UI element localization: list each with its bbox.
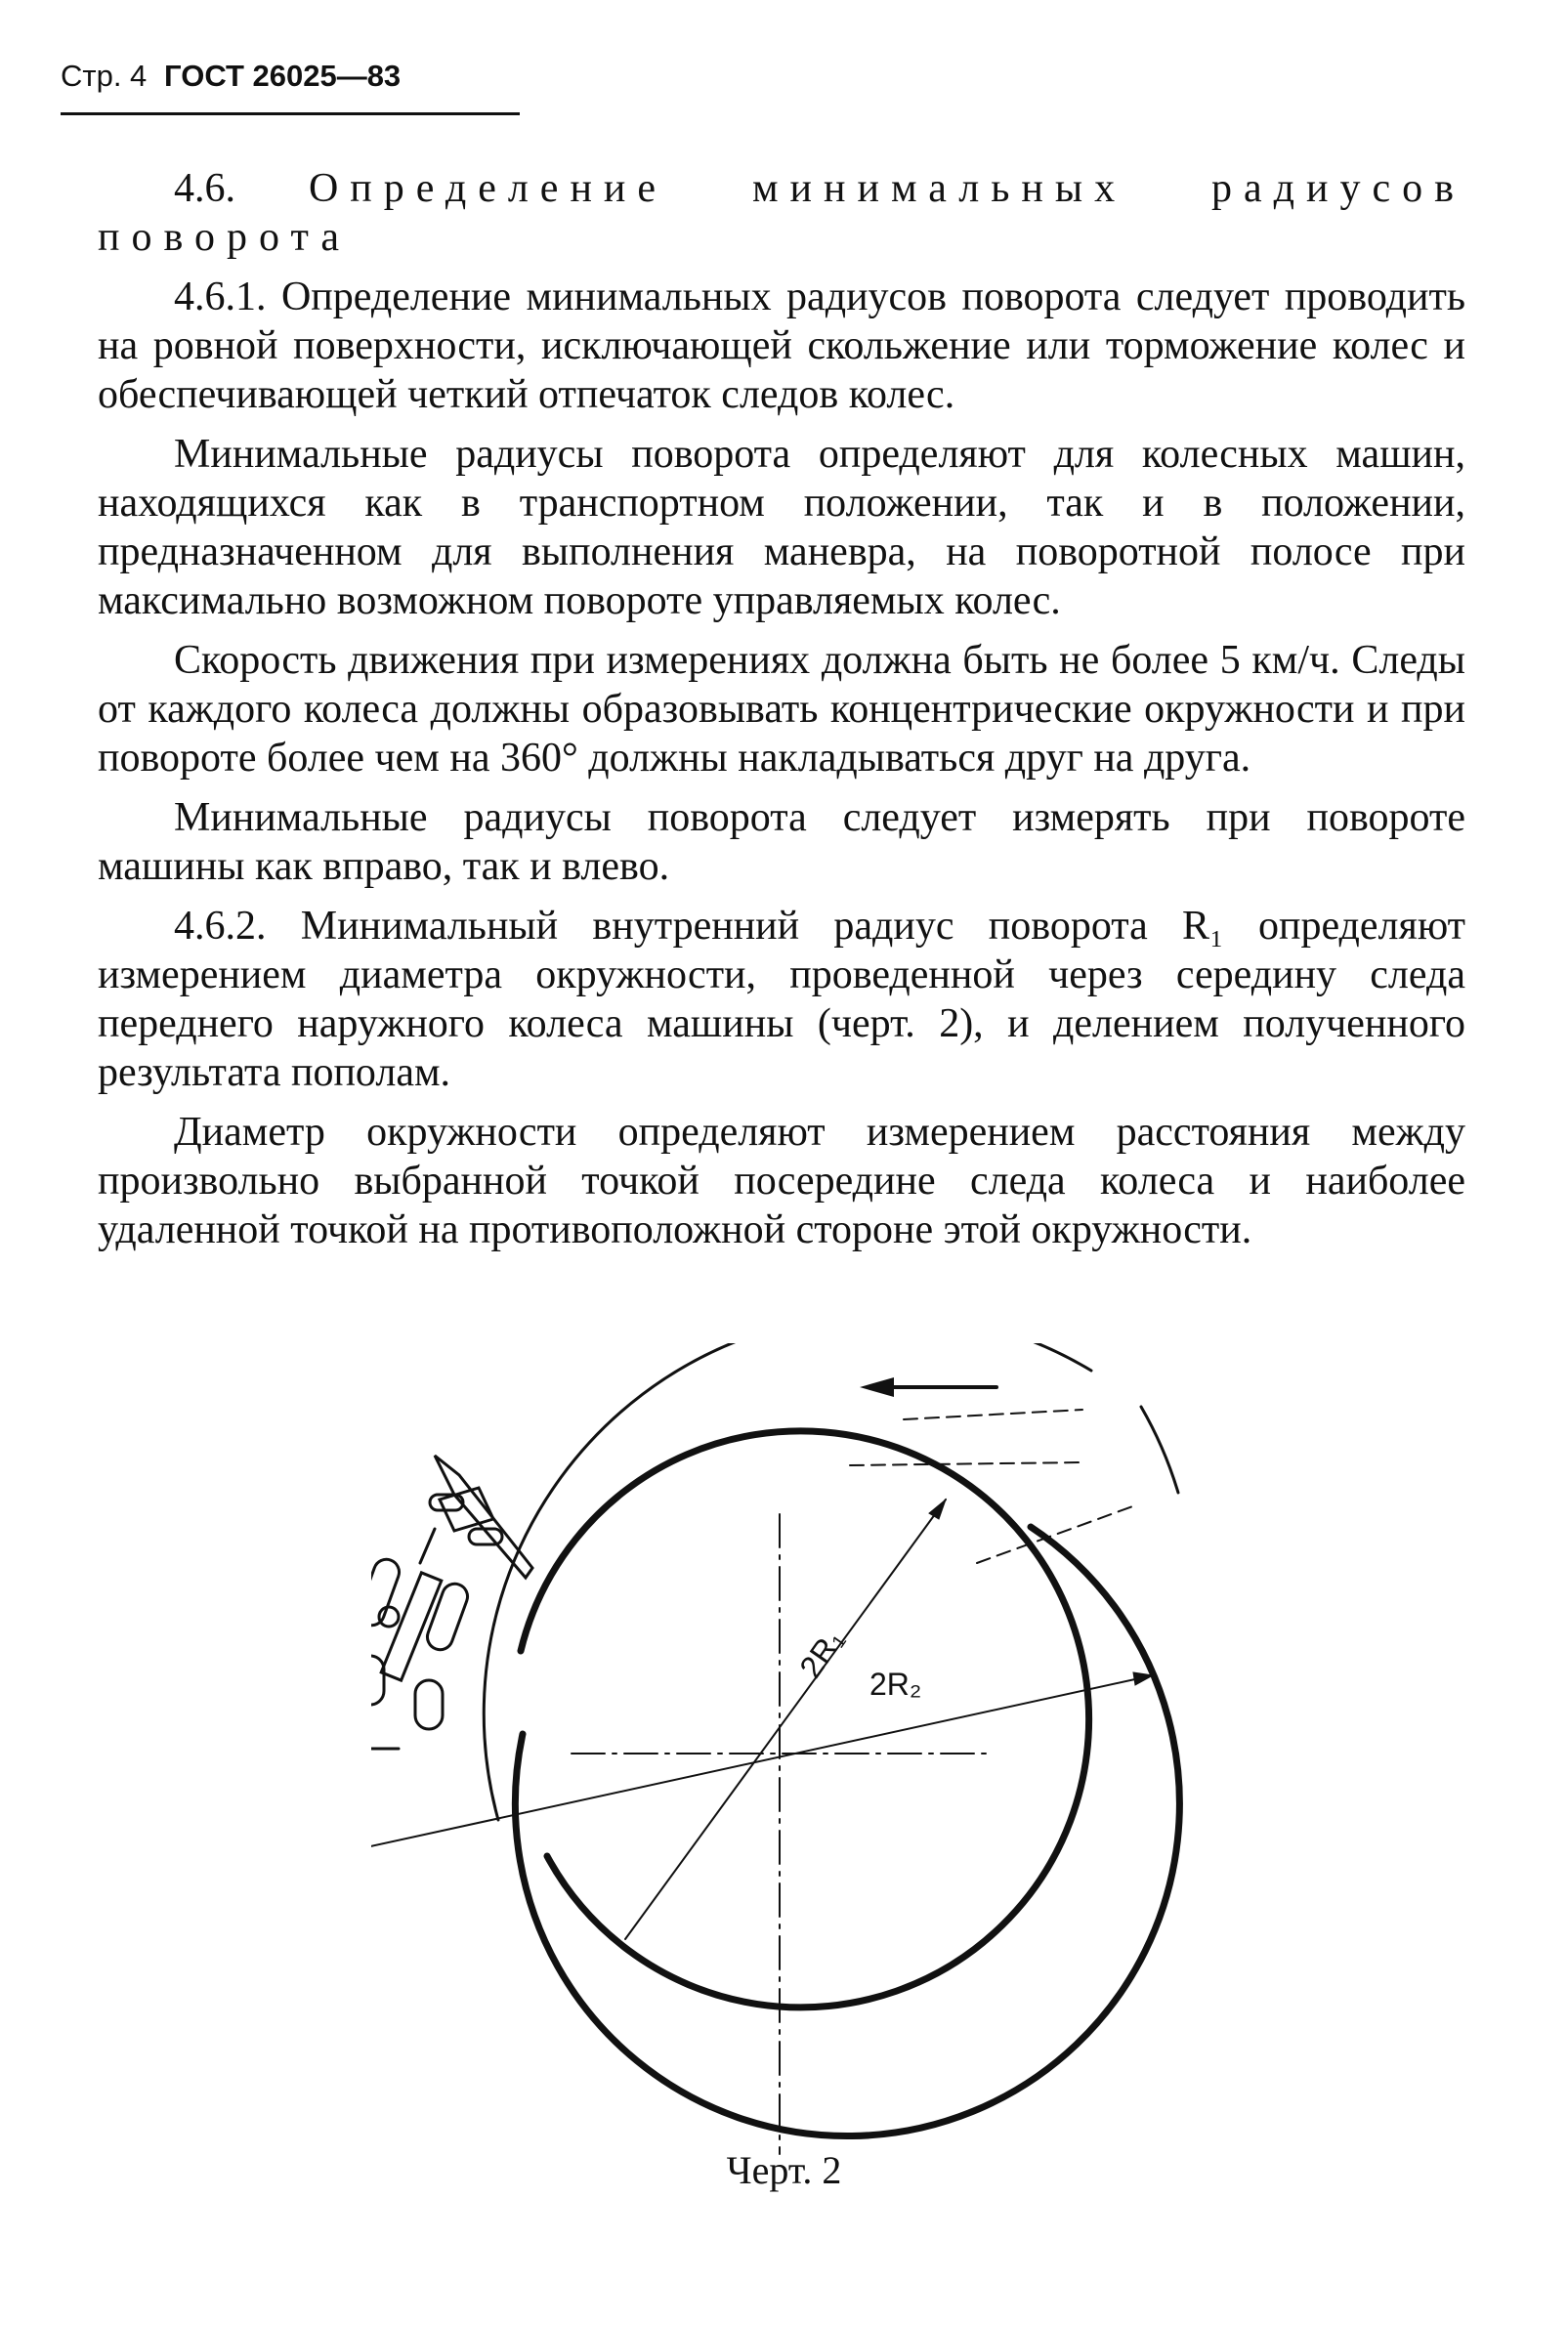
section-heading-number: 4.6. bbox=[174, 166, 235, 211]
section-heading bbox=[98, 164, 1465, 262]
paragraph-4-6-1: 4.6.1. Определение минимальных радиусов поворота следует проводить на ровной поверхности, исключающей скольжение или торможение колес и обеспечивающей четкий отпечаток следов колес. bbox=[98, 275, 1465, 417]
hitch bbox=[420, 1529, 435, 1563]
inner-wheel-track bbox=[521, 1431, 1089, 2008]
paragraph-vehicle-positions: Минимальные радиусы поворота определяют для колесных машин, находящихся как в транспортном положении, так и в положении, предназначенном для выполнения маневра, на поворотной полосе при максимально возможном повороте управляемых колес. bbox=[98, 432, 1465, 623]
standard-number: ГОСТ 26025—83 bbox=[164, 59, 402, 93]
paragraph-direction: Минимальные радиусы поворота следует измерять при повороте машины как вправо, так и влево. bbox=[98, 795, 1465, 889]
label-2r2: 2R₂ bbox=[869, 1667, 922, 1702]
page-number: Стр. 4 bbox=[61, 59, 148, 93]
hitch-pin bbox=[379, 1607, 399, 1627]
page-header bbox=[61, 59, 401, 94]
label-2r1: 2R₁ bbox=[792, 1623, 851, 1685]
rear-wheel-right bbox=[415, 1680, 443, 1729]
paragraph-speed: Скорость движения при измерениях должна быть не более 5 км/ч. Следы от каждого колеса должны образовывать концентрические окружности и при повороте более чем на 360° должны накладываться друг на друга. bbox=[98, 638, 1465, 781]
vehicle bbox=[371, 1456, 532, 1749]
implement-frame bbox=[435, 1456, 532, 1578]
turning-radius-diagram bbox=[371, 1343, 1231, 2232]
extension-line-2 bbox=[904, 1410, 1082, 1419]
section-heading-text: Определение минимальных радиусов поворота bbox=[98, 166, 1465, 260]
dimension-2r1-arrow bbox=[929, 1500, 946, 1519]
header-rule bbox=[61, 112, 520, 115]
body-text bbox=[98, 164, 1465, 1265]
dimension-2r1 bbox=[625, 1500, 946, 1939]
extension-line-1 bbox=[850, 1462, 1082, 1465]
direction-arrow-head bbox=[860, 1377, 894, 1397]
track-unit-right bbox=[424, 1581, 471, 1654]
paragraph-diameter: Диаметр окружности определяют измерением расстояния между произвольно выбранной точкой посередине следа колеса и наиболее удаленной точкой на противоположной стороне этой окружности. bbox=[98, 1110, 1465, 1252]
rear-wheel-left bbox=[371, 1656, 384, 1705]
figure-caption: Черт. 2 bbox=[726, 2148, 842, 2192]
paragraph-4-6-2: 4.6.2. Минимальный внутренний радиус поворота R₁ определяют измерением диаметра окружности, проведенной через середину следа переднего наружного колеса машины (черт. 2), и делением полученного результата пополам. bbox=[98, 904, 1465, 1095]
outer-wheel-track bbox=[515, 1527, 1179, 2136]
outer-clearance-arc bbox=[484, 1343, 1178, 1820]
